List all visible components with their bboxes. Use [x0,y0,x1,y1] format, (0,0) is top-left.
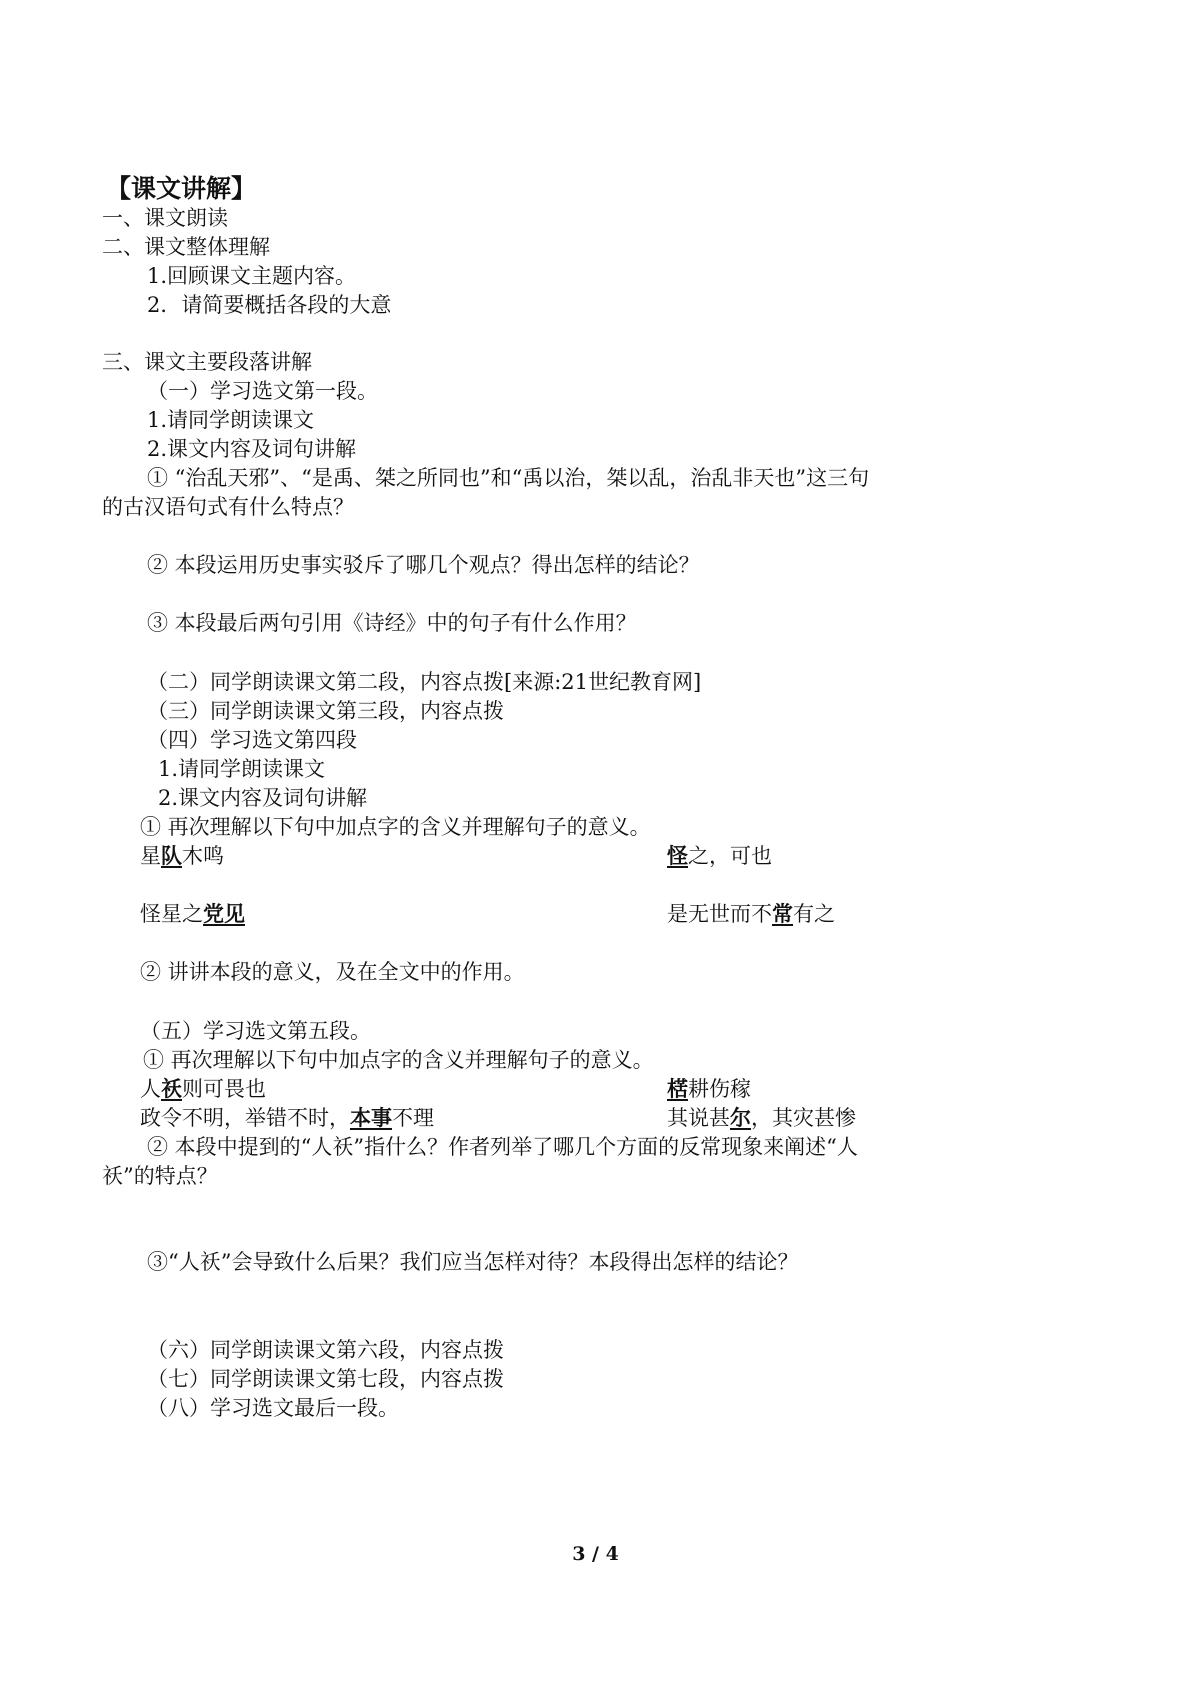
phrase-7 [140,1103,434,1133]
phrase-text: 怪星之 [140,902,203,926]
phrase-text: 是无世而不 [667,902,772,926]
sub-para-one: （一）学习选文第一段。 [147,379,378,403]
page-number: 3 / 4 [572,1543,619,1565]
phrase-text: 星 [140,844,161,868]
phrase-text: 政令不明，举错不时， [140,1106,350,1130]
heading-reading: 一、课文朗读 [102,206,228,230]
heading-overall: 二、课文整体理解 [102,235,270,259]
question-renyao: ② 本段中提到的“人祅”指什么？作者列举了哪几个方面的反常现象来阐述“人 [147,1135,858,1159]
phrase-3 [140,899,245,929]
question-3: ③ 本段最后两句引用《诗经》中的句子有什么作用？ [147,611,637,635]
phrase-1 [140,841,224,871]
sub-para-four: （四）学习选文第四段 [147,728,357,752]
instruction-dotted-words-2: ① 再次理解以下句中加点字的含义并理解句子的意义。 [143,1048,654,1072]
phrase-4 [667,899,835,929]
question-1: ① “治乱天邪”、“是禹、桀之所同也”和“禹以治，桀以乱，治乱非天也”这三句 [147,466,870,490]
key-word: 楛 [667,1076,688,1101]
item-read-aloud-2: 1.请同学朗读课文 [158,757,326,781]
section-title: 【课文讲解】 [106,174,257,203]
question-consequence: ③“人祅”会导致什么后果？我们应当怎样对待？本段得出怎样的结论？ [147,1250,799,1274]
sub-para-five: （五）学习选文第五段。 [140,1019,371,1043]
instruction-dotted-words: ① 再次理解以下句中加点字的含义并理解句子的意义。 [140,815,651,839]
key-word: 本事 [350,1105,392,1130]
item-explain-2: 2.课文内容及词句讲解 [158,786,368,810]
phrase-8 [667,1103,856,1133]
phrase-2 [667,841,772,871]
phrase-text: 有之 [793,902,835,926]
item-explain: 2.课文内容及词句讲解 [147,437,357,461]
sub-para-three: （三）同学朗读课文第三段，内容点拨 [147,699,504,723]
phrase-text: 不理 [392,1106,434,1130]
key-word: 祅 [161,1076,182,1101]
question-significance: ② 讲讲本段的意义，及在全文中的作用。 [140,960,525,984]
question-2: ② 本段运用历史事实驳斥了哪几个观点？得出怎样的结论？ [147,553,700,577]
question-renyao-cont: 祅”的特点？ [102,1164,218,1188]
item-summarize: 2．请简要概括各段的大意 [147,293,392,317]
question-1-cont: 的古汉语句式有什么特点？ [102,495,354,519]
sub-para-two: （二）同学朗读课文第二段，内容点拨[来源:21世纪教育网] [147,670,702,694]
phrase-6 [667,1074,751,1104]
phrase-text: 木鸣 [182,844,224,868]
phrase-text: 之，可也 [688,844,772,868]
key-word: 尔 [730,1105,751,1130]
sub-para-last: （八）学习选文最后一段。 [147,1396,399,1420]
key-word: 常 [772,901,793,926]
phrase-text: 则可畏也 [182,1077,266,1101]
item-review-theme: 1.回顾课文主题内容。 [147,264,357,288]
item-read-aloud: 1.请同学朗读课文 [147,408,315,432]
phrase-text: ，其灾甚惨 [751,1106,856,1130]
phrase-text: 人 [140,1077,161,1101]
heading-paragraphs: 三、课文主要段落讲解 [102,350,312,374]
key-word: 队 [161,843,182,868]
sub-para-six: （六）同学朗读课文第六段，内容点拨 [147,1338,504,1362]
sub-para-seven: （七）同学朗读课文第七段，内容点拨 [147,1367,504,1391]
key-word: 怪 [667,843,688,868]
phrase-text: 其说甚 [667,1106,730,1130]
phrase-5 [140,1074,266,1104]
key-word: 党见 [203,901,245,926]
phrase-text: 耕伤稼 [688,1077,751,1101]
